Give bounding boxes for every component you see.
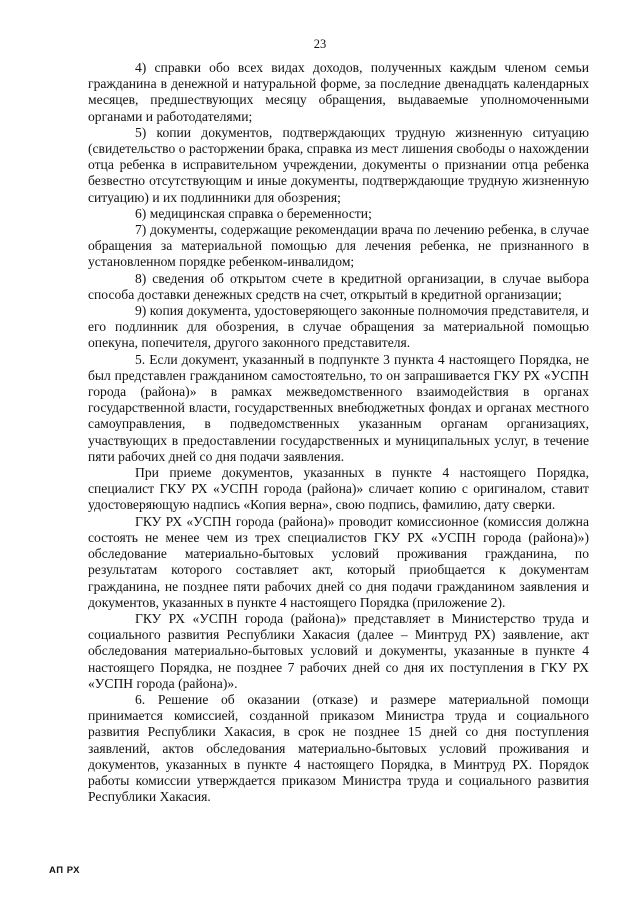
paragraph-item-7-doctor-recommendations: 7) документы, содержащие рекомендации врача по лечению ребенка, в случае обращения за материальной помощью для лечения ребенка, не признанного в установленном порядке ребенком-инвалидом; <box>88 222 589 270</box>
paragraph-section-5: 5. Если документ, указанный в подпункте 3 пункта 4 настоящего Порядка, не был представлен гражданином самостоятельно, то он запрашивается ГКУ РХ «УСПН города (района)» в рамках межведомственного взаимодействия в органах государственной власти, государственных внебюджетных фондах и органах местного самоуправления, в подведомственных указанным органам организациях, участвующих в предоставлении государственных и муниципальных услуг, в течение пяти рабочих дней со дня подачи заявления. <box>88 351 589 464</box>
paragraph-item-4-income-certificates: 4) справки обо всех видах доходов, полученных каждым членом семьи гражданина в денежной и натуральной форме, за последние двенадцать календарных месяцев, предшествующих месяцу обращения, выдаваемые уполномоченными органами и работодателями; <box>88 60 589 124</box>
paragraph-item-8-bank-account: 8) сведения об открытом счете в кредитной организации, в случае выбора способа доставки денежных средств на счет, открытый в кредитной организации; <box>88 270 589 302</box>
footer-stamp: АП РХ <box>49 865 81 876</box>
paragraph-submission-to-ministry: ГКУ РХ «УСПН города (района)» представляет в Министерство труда и социального развития Республики Хакасия (далее – Минтруд РХ) заявление, акт обследования материально-бытовых условий и документы, указанные в пункте 4 настоящего Порядка, не позднее 7 рабочих дней со дня их поступления в ГКУ РХ «УСПН города (района)». <box>88 610 589 691</box>
paragraph-document-verification: При приеме документов, указанных в пункте 4 настоящего Порядка, специалист ГКУ РХ «УСПН города (района)» сличает копию с оригиналом, ставит удостоверяющую надпись «Копия верна», свою подпись, фамилию, дату сверки. <box>88 465 589 513</box>
paragraph-item-5-hardship-documents: 5) копии документов, подтверждающих трудную жизненную ситуацию (свидетельство о расторжении брака, справка из мест лишения свободы о нахождении отца ребенка в исправительном учреждении, документы о признании отца ребенка безвестно отсутствующим и иные документы, подтверждающие трудную жизненную ситуацию) и их подлинники для обозрения; <box>88 124 589 205</box>
paragraph-item-6-pregnancy-certificate: 6) медицинская справка о беременности; <box>135 205 372 221</box>
paragraph-item-9-representative-document: 9) копия документа, удостоверяющего законные полномочия представителя, и его подлинник для обозрения, в случае обращения за материальной помощью опекуна, попечителя, другого законного представителя. <box>88 303 589 351</box>
document-body <box>88 60 589 805</box>
page-number: 23 <box>313 37 327 51</box>
paragraph-inspection-commission: ГКУ РХ «УСПН города (района)» проводит комиссионное (комиссия должна состоять не менее чем из трех специалистов ГКУ РХ «УСПН города (района)») обследование материально-бытовых условий проживания гражданина, по результатам которого составляет акт, который приобщается к документам гражданина, не позднее пяти рабочих дней со дня подачи гражданином заявления и документов, указанных в пункте 4 настоящего Порядка (приложение 2). <box>88 513 589 610</box>
paragraph-section-6: 6. Решение об оказании (отказе) и размере материальной помощи принимается комиссией, созданной приказом Министра труда и социального развития Республики Хакасия, в срок не позднее 15 дней со дня поступления заявлений, актов обследования материально-бытовых условий проживания и документов, указанных в пункте 4 настоящего Порядка, в Минтруд РХ. Порядок работы комиссии утверждается приказом Министра труда и социального развития Республики Хакасия. <box>88 691 589 805</box>
